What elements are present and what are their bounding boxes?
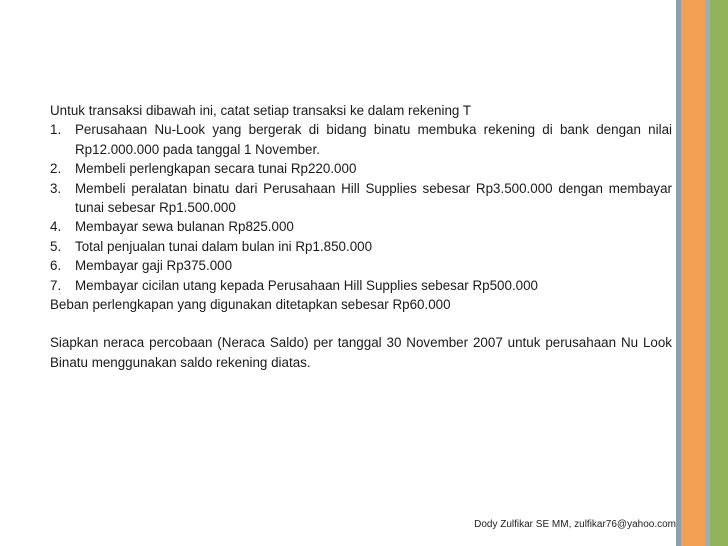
item-number: 1. (50, 122, 62, 138)
transaction-item (50, 237, 672, 256)
transaction-item (50, 159, 672, 178)
transaction-item (50, 120, 672, 159)
expense-note: Beban perlengkapan yang digunakan ditetapkan sebesar Rp60.000 (50, 297, 451, 313)
task-instruction: Siapkan neraca percobaan (Neraca Saldo) per tanggal 30 November 2007 untuk perusahaan Nu Look Binatu menggunakan saldo rekening diatas. (50, 335, 672, 370)
transaction-list (50, 120, 672, 295)
item-number: 7. (50, 277, 62, 293)
side-stripe-green (710, 0, 728, 546)
item-number: 5. (50, 238, 62, 254)
item-number: 4. (50, 219, 62, 235)
intro-text: Untuk transaksi dibawah ini, catat setiap transaksi ke dalam rekening T (50, 103, 472, 118)
transaction-item (50, 276, 672, 295)
item-number: 2. (50, 161, 62, 177)
item-text: Membeli peralatan binatu dari Perusahaan Hill Supplies sebesar Rp3.500.000 dengan membayar tunai sebesar Rp1.500.000 (75, 180, 672, 216)
item-text: Perusahaan Nu-Look yang bergerak di bidang binatu membuka rekening di bank dengan nilai Rp12.000.000 pada tanggal 1 November. (75, 122, 672, 157)
item-text: Membayar gaji Rp375.000 (75, 258, 233, 274)
item-text: Membayar sewa bulanan Rp825.000 (75, 219, 294, 235)
slide-content (50, 101, 672, 372)
footer-credit: Dody Zulfikar SE MM, zulfikar76@yahoo.com (474, 519, 676, 530)
transaction-item (50, 179, 672, 218)
transaction-item (50, 217, 672, 236)
item-number: 3. (50, 180, 62, 196)
item-text: Membayar cicilan utang kepada Perusahaan Hill Supplies sebesar Rp500.000 (75, 277, 539, 293)
item-number: 6. (50, 258, 62, 274)
side-stripe-orange (681, 0, 706, 546)
transaction-item (50, 256, 672, 275)
item-text: Total penjualan tunai dalam bulan ini Rp1.850.000 (75, 238, 373, 254)
item-text: Membeli perlengkapan secara tunai Rp220.000 (75, 161, 357, 177)
